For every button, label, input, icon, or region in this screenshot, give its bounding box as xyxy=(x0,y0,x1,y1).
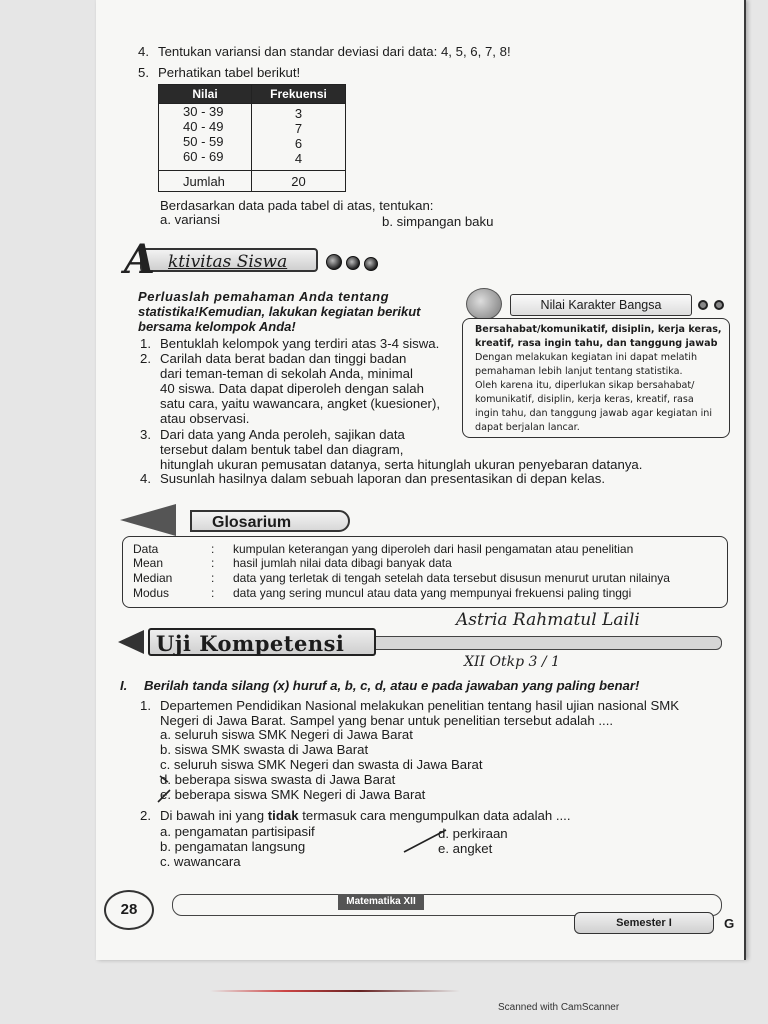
glosarium-box xyxy=(122,536,728,608)
nk-line: pemahaman lebih lanjut tentang statistika. xyxy=(475,366,683,377)
page-number: 28 xyxy=(104,890,154,930)
nk-line: Dengan melakukan kegiatan ini dapat melatih xyxy=(475,352,698,363)
nk-bold-line: kreatif, rasa ingin tahu, dan tanggung jawab xyxy=(475,338,718,349)
option-b[interactable]: b. pengamatan langsung xyxy=(160,839,306,854)
glosarium-entry: Modus : data yang sering muncul atau data yang mempunyai frekuensi paling tinggi xyxy=(133,586,632,600)
table-total-value: 20 xyxy=(252,171,346,192)
table-cell: 3 xyxy=(294,106,303,121)
table-cell: 4 xyxy=(294,151,303,166)
camscanner-watermark: Scanned with CamScanner xyxy=(498,1002,620,1013)
instruction: I. Berilah tanda silang (x) huruf a, b, c, d, atau e pada jawaban yang paling benar! xyxy=(120,678,640,693)
glosarium-arrow-icon xyxy=(120,504,176,536)
glosarium-entry: Data : kumpulan keterangan yang diperoleh dari hasil pengamatan atau penelitian xyxy=(133,542,634,556)
table-total-label: Jumlah xyxy=(159,171,252,192)
table-column-nilai xyxy=(159,104,252,171)
nk-line: komunikatif, disiplin, kerja keras, kreatif, rasa xyxy=(475,394,694,405)
option-c[interactable]: c. seluruh siswa SMK Negeri dan swasta di Jawa Barat xyxy=(160,757,483,772)
aktivitas-item-2: 2. Carilah data berat badan dan tinggi badan dari teman-teman di sekolah Anda, minimal 40 siswa. Data dapat diperoleh dengan salah satu cara, yaitu wawancara, angket (kuesioner), atau observasi. xyxy=(140,351,441,426)
option-b[interactable]: b. siswa SMK swasta di Jawa Barat xyxy=(160,742,369,757)
option-e[interactable]: e. beberapa siswa SMK Negeri di Jawa Barat xyxy=(160,787,426,802)
table-cell: 60 - 69 xyxy=(183,149,224,164)
table-question-intro: Berdasarkan data pada tabel di atas, tentukan: xyxy=(160,198,434,213)
mc-question-1-options xyxy=(160,727,483,802)
nk-line: Oleh karena itu, diperlukan sikap bersahabat/ xyxy=(475,380,695,391)
table-header-nilai: Nilai xyxy=(159,85,252,104)
nk-line: dapat berjalan lancar. xyxy=(475,422,580,433)
aktivitas-item-1: 1. Bentuklah kelompok yang terdiri atas 3-4 siswa. xyxy=(140,336,440,351)
frequency-table xyxy=(158,84,346,192)
semester-label: Semester I xyxy=(574,912,714,934)
glosarium-entry: Mean : hasil jumlah nilai data dibagi banyak data xyxy=(133,556,452,570)
character-badge-icon xyxy=(466,288,502,320)
answer-cross-mark-icon xyxy=(396,822,456,856)
header-dot-icon xyxy=(714,300,724,310)
glosarium-title: Glosarium xyxy=(190,510,350,532)
answer-cross-mark-icon xyxy=(154,770,194,806)
nilai-karakter-title: Nilai Karakter Bangsa xyxy=(510,294,692,316)
banner-initial: A xyxy=(124,236,156,283)
glosarium-entry: Median : data yang terletak di tengah setelah data tersebut disusun menurut urutan nilainya xyxy=(133,571,670,585)
book-title: Matematika XII xyxy=(338,894,424,910)
banner-label: ktivitas Siswa xyxy=(140,248,318,272)
uji-kompetensi-banner xyxy=(118,626,730,660)
nk-bold-line: Bersahabat/komunikatif, disiplin, kerja keras, xyxy=(475,324,722,335)
mc-question-1: 1. Departemen Pendidikan Nasional melakukan penelitian tentang hasil ujian nasional SMK Negeri di Jawa Barat. Sampel yang benar untuk penelitian tersebut adalah .... xyxy=(140,698,680,728)
handwritten-class: XII Otkp 3 / 1 xyxy=(464,654,560,670)
aktivitas-item-3: 3. Dari data yang Anda peroleh, sajikan data tersebut dalam bentuk tabel dan diagram, hitunglah ukuran pemusatan datanya, serta hitunglah ukuran penyebaran datanya. xyxy=(140,427,643,472)
option-c[interactable]: c. wawancara xyxy=(160,854,241,869)
nilai-karakter-box xyxy=(462,318,730,438)
table-row-total xyxy=(159,171,346,192)
aktivitas-intro-line: statistika!Kemudian, lakukan kegiatan berikut xyxy=(138,304,421,319)
scan-artifact xyxy=(210,990,460,992)
table-cell: 30 - 39 xyxy=(183,104,224,119)
aktivitas-siswa-banner xyxy=(118,236,318,283)
option-simpangan-baku: b. simpangan baku xyxy=(382,214,494,229)
aktivitas-intro-line: Perluaslah pemahaman Anda tentang xyxy=(138,289,390,304)
banner-rail xyxy=(368,636,722,650)
aktivitas-intro-line: bersama kelompok Anda! xyxy=(138,319,296,334)
handwritten-name: Astria Rahmatul Laili xyxy=(456,610,640,630)
header-dot-icon xyxy=(698,300,708,310)
question-4: 4. Tentukan variansi dan standar deviasi dari data: 4, 5, 6, 7, 8! xyxy=(138,44,511,59)
option-d[interactable]: d. beberapa siswa swasta di Jawa Barat xyxy=(160,772,396,787)
mc-question-2-options-left xyxy=(160,824,315,869)
option-e[interactable]: e. angket xyxy=(438,841,493,856)
option-a[interactable]: a. pengamatan partisipasif xyxy=(160,824,315,839)
table-header-frekuensi: Frekuensi xyxy=(252,85,346,104)
nk-line: ingin tahu, dan tanggung jawab agar kegiatan ini xyxy=(475,408,713,419)
option-d[interactable]: d. perkiraan xyxy=(438,826,508,841)
table-cell: 50 - 59 xyxy=(183,134,224,149)
edge-letter: G xyxy=(724,916,735,931)
table-cell: 6 xyxy=(294,136,303,151)
table-cell: 40 - 49 xyxy=(183,119,224,134)
aktivitas-item-4: 4. Susunlah hasilnya dalam sebuah laporan dan presentasikan di depan kelas. xyxy=(140,471,606,486)
option-variansi: a. variansi xyxy=(160,212,221,227)
question-5: 5. Perhatikan tabel berikut! xyxy=(138,65,301,80)
banner-dot-icon xyxy=(364,257,378,271)
mc-question-2: 2. Di bawah ini yang tidak termasuk cara mengumpulkan data adalah .... xyxy=(140,808,571,823)
table-column-frekuensi xyxy=(252,104,346,171)
table-cell: 7 xyxy=(294,121,303,136)
banner-dot-icon xyxy=(326,254,342,270)
option-a[interactable]: a. seluruh siswa SMK Negeri di Jawa Barat xyxy=(160,727,413,742)
chevron-left-icon xyxy=(118,630,144,654)
banner-dot-icon xyxy=(346,256,360,270)
uji-kompetensi-title: Uji Kompetensi xyxy=(148,628,376,656)
